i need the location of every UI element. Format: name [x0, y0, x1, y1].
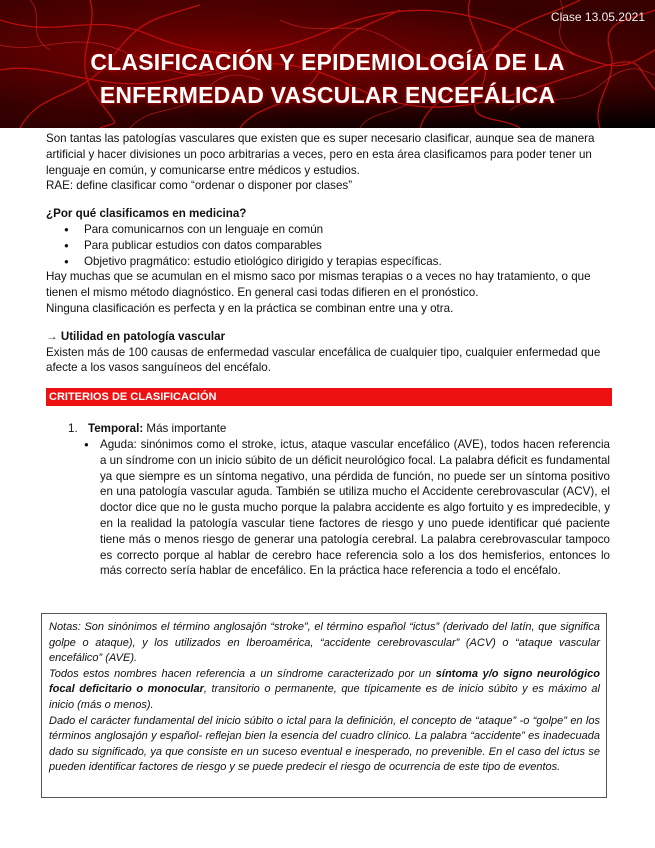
list-item: ● Para comunicarnos con un lenguaje en común [84, 222, 612, 238]
document-body [46, 131, 612, 579]
acute-description: Aguda: sinónimos como el stroke, ictus, ataque vascular encefálico (AVE), todos hacen referencia a un síndrome con un inicio súbito de un déficit neurológico focal. La palabra déficit es fundamental ya que siempre es un síntoma negativo, una pérdida de función, no puede ser un síntoma positivo en una patología vascular aguda. También se utiliza mucho el Accidente cerebrovascular (ACV), el doctor dice que no le gusta mucho porque la palabra accidente es algo fortuito y es impredecible, y en la realidad la patología vascular tiene factores de riesgo y uno puede identificar qué paciente tiene más o menos riesgo de generar una patología cerebral. La palabra cerebrovascular tampoco es correcto porque al hablar de cerebro hace referencia solo a los dos hemisferios, entonces lo más correcto sería hablar de encefálico. En la práctica hace referencia a todo el encéfalo. [100, 437, 610, 578]
list-item: ● Objetivo pragmático: estudio etiológico dirigido y terapias específicas. [84, 254, 612, 270]
acute-subitem [48, 437, 612, 579]
why-bullet-list [46, 222, 612, 269]
header-banner [0, 0, 655, 128]
notes-p2-emphasis: síntoma y/o signo neurológico focal deficitario o monocular [49, 667, 600, 696]
notes-paragraph-2 [49, 667, 600, 714]
intro-paragraph: Son tantas las patologías vasculares que existen que es super necesario clasificar, aunque sea de manera artificial y hacer divisiones un poco arbitrarias a veces, pero en esta área clasificamos para poder tener un lenguaje en común, y comunicarse entre médicos y estudios. [46, 132, 595, 177]
notes-paragraph-1: Notas: Son sinónimos el término anglosajón “stroke”, el término español “ictus” (derivado del latín, que significa golpe o ataque), y los utilizados en Iberoamérica, “accidente cerebrovascular” (ACV) o “ataque vascular encefálico” (AVE). [49, 621, 600, 665]
utility-paragraph: Existen más de 100 causas de enfermedad vascular encefálica de cualquier tipo, cualquier enfermedad que afecte a los vasos sanguíneos del encéfalo. [46, 345, 601, 375]
notes-p2-end: , transitorio o permanente, que típicamente es de inicio súbito y es máximo al inicio (más o menos). [49, 683, 600, 711]
notes-box [41, 613, 607, 798]
list-item [68, 421, 612, 437]
criteria-list [46, 421, 612, 579]
why-paragraph-2: Ninguna clasificación es perfecta y en la práctica se combinan entre una y otra. [46, 301, 454, 315]
why-heading: ¿Por qué clasificamos en medicina? [46, 207, 247, 221]
why-paragraph-1: Hay muchas que se acumulan en el mismo saco por mismas terapias o a veces no hay tratamiento, o que tienen el mismo método diagnóstico. En general casi todas difieren en el pronóstico. [46, 270, 591, 300]
notes-p2-start: Todos estos nombres hacen referencia a un síndrome caracterizado por un [49, 667, 436, 680]
class-date: Clase 13.05.2021 [550, 10, 645, 24]
title-line-1: CLASIFICACIÓN Y EPIDEMIOLOGÍA DE LA [90, 49, 565, 75]
criteria-section-bar: CRITERIOS DE CLASIFICACIÓN [46, 388, 612, 406]
notes-paragraph-3: Dado el carácter fundamental del inicio súbito o ictal para la definición, el concepto de “ataque” -o “golpe” en los términos anglosajón y español- reflejan bien la esencia del cuadro clínico. La palabra “accidente” es inadecuada dado su significado, ya que consiste en un suceso eventual e inesperado, no prevenible. En el caso del ictus se pueden identificar factores de riesgo y se puede predecir el riesgo de ocurrencia de este tipo de eventos. [49, 714, 600, 774]
list-item: ● Para publicar estudios con datos comparables [84, 238, 612, 254]
page-title [0, 46, 655, 112]
bullet-icon: ● [84, 439, 89, 449]
item-note: Más importante [143, 422, 227, 436]
utility-heading: → Utilidad en patología vascular [46, 329, 226, 343]
rae-definition: RAE: define clasificar como “ordenar o disponer por clases” [46, 179, 353, 193]
title-line-2: ENFERMEDAD VASCULAR ENCEFÁLICA [99, 82, 556, 108]
item-number: 1. [68, 422, 78, 436]
item-label: Temporal: [88, 422, 144, 436]
